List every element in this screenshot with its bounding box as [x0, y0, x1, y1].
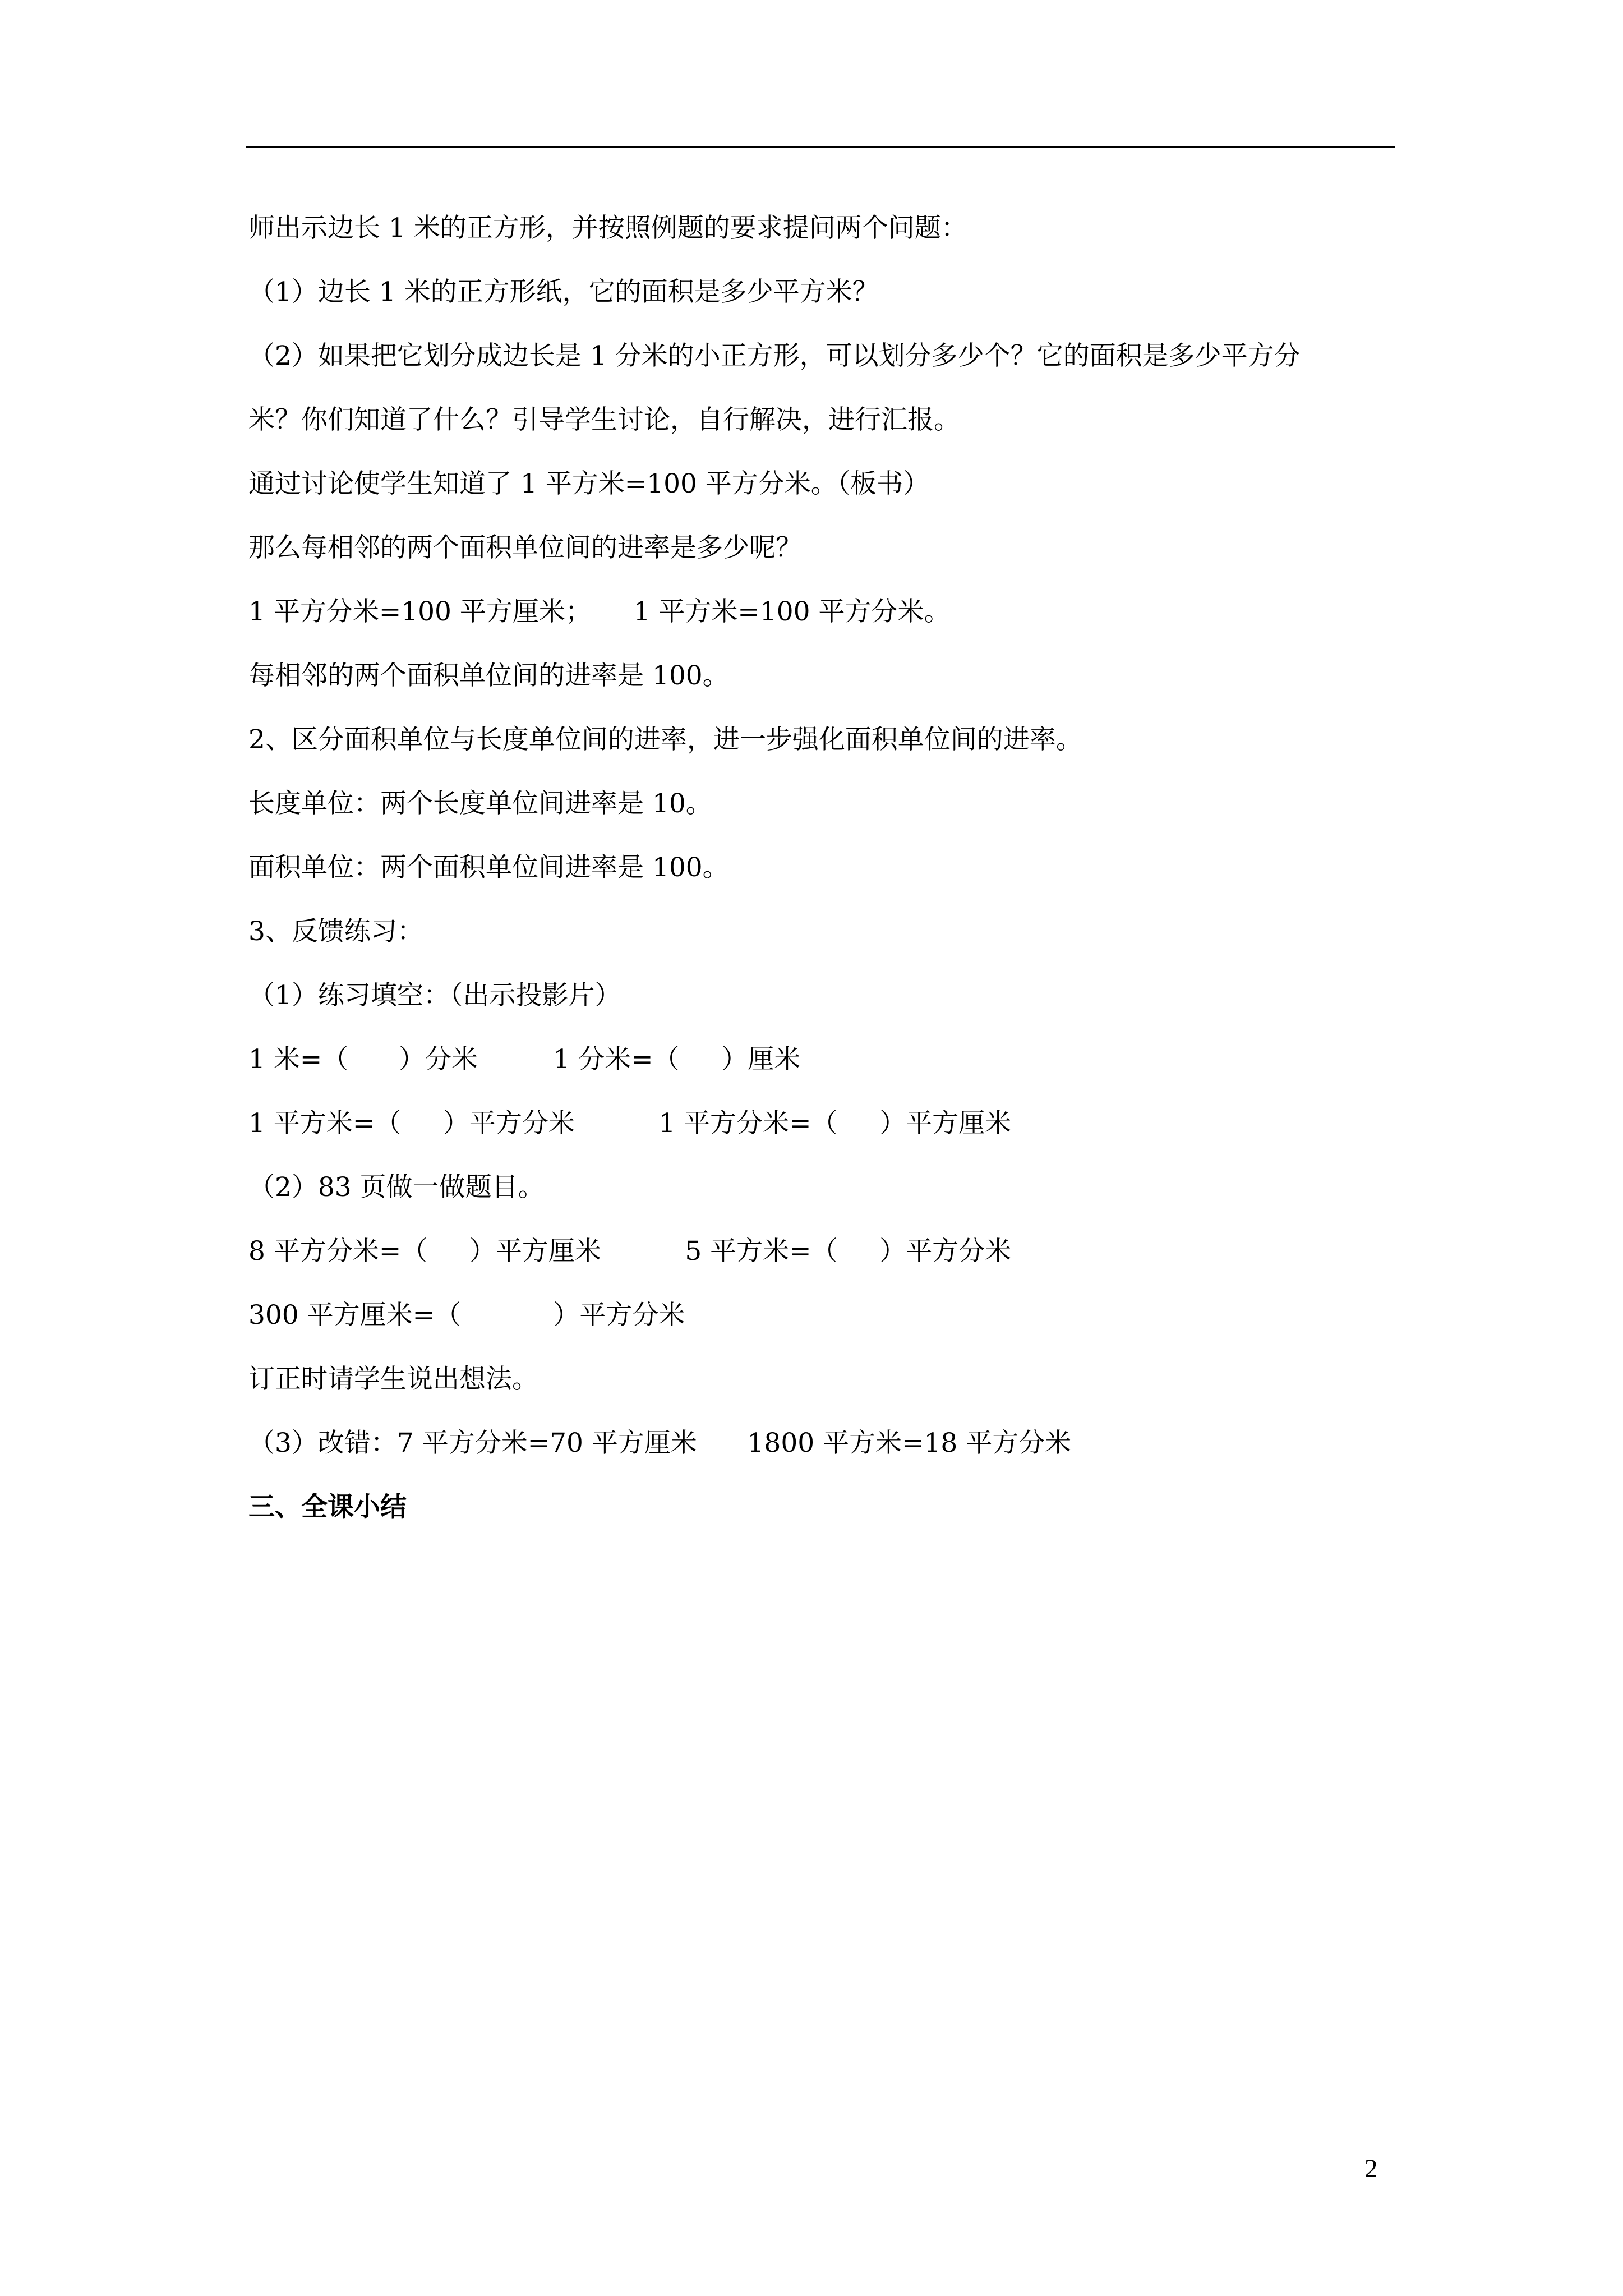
question-2: （2）如果把它划分成边长是 1 分米的小正方形，可以划分多少个？它的面积是多少平方分 — [248, 341, 1301, 371]
text-line: 面积单位：两个面积单位间进率是 100。 — [248, 852, 729, 883]
header-rule — [246, 146, 1395, 148]
question-1: （1）边长 1 米的正方形纸，它的面积是多少平方米？ — [248, 277, 879, 307]
exercise-1: （1）练习填空：（出示投影片） — [248, 980, 621, 1011]
page-number: 2 — [1364, 2154, 1378, 2183]
document-body — [248, 212, 1398, 1555]
section-heading: 三、全课小结 — [248, 1492, 407, 1522]
text-line: 师出示边长 1 米的正方形，并按照例题的要求提问两个问题： — [248, 213, 967, 243]
section-item-2: 2、区分面积单位与长度单位间的进率，进一步强化面积单位间的进率。 — [248, 724, 1082, 755]
section-item-3: 3、反馈练习： — [248, 916, 423, 947]
text-line: 每相邻的两个面积单位间的进率是 100。 — [248, 660, 729, 691]
fill-blank-line: 300 平方厘米=（ ）平方分米 — [248, 1300, 685, 1331]
question-2-continued: 米？你们知道了什么？引导学生讨论，自行解决，进行汇报。 — [248, 404, 960, 435]
fill-blank-line: 1 平方米=（ ）平方分米 1 平方分米=（ ）平方厘米 — [248, 1108, 1012, 1139]
exercise-2: （2）83 页做一做题目。 — [248, 1172, 545, 1203]
fill-blank-line: 1 米=（ ）分米 1 分米=（ ）厘米 — [248, 1044, 801, 1075]
text-line: 订正时请学生说出想法。 — [248, 1364, 538, 1395]
exercise-3: （3）改错：7 平方分米=70 平方厘米 1800 平方米=18 平方分米 — [248, 1428, 1072, 1458]
text-line: 那么每相邻的两个面积单位间的进率是多少呢？ — [248, 532, 802, 563]
fill-blank-line: 8 平方分米=（ ）平方厘米 5 平方米=（ ）平方分米 — [248, 1236, 1012, 1267]
text-line: 长度单位：两个长度单位间进率是 10。 — [248, 788, 712, 819]
text-line: 通过讨论使学生知道了 1 平方米=100 平方分米。（板书） — [248, 468, 930, 499]
conversion-line: 1 平方分米=100 平方厘米； 1 平方米=100 平方分米。 — [248, 596, 951, 627]
